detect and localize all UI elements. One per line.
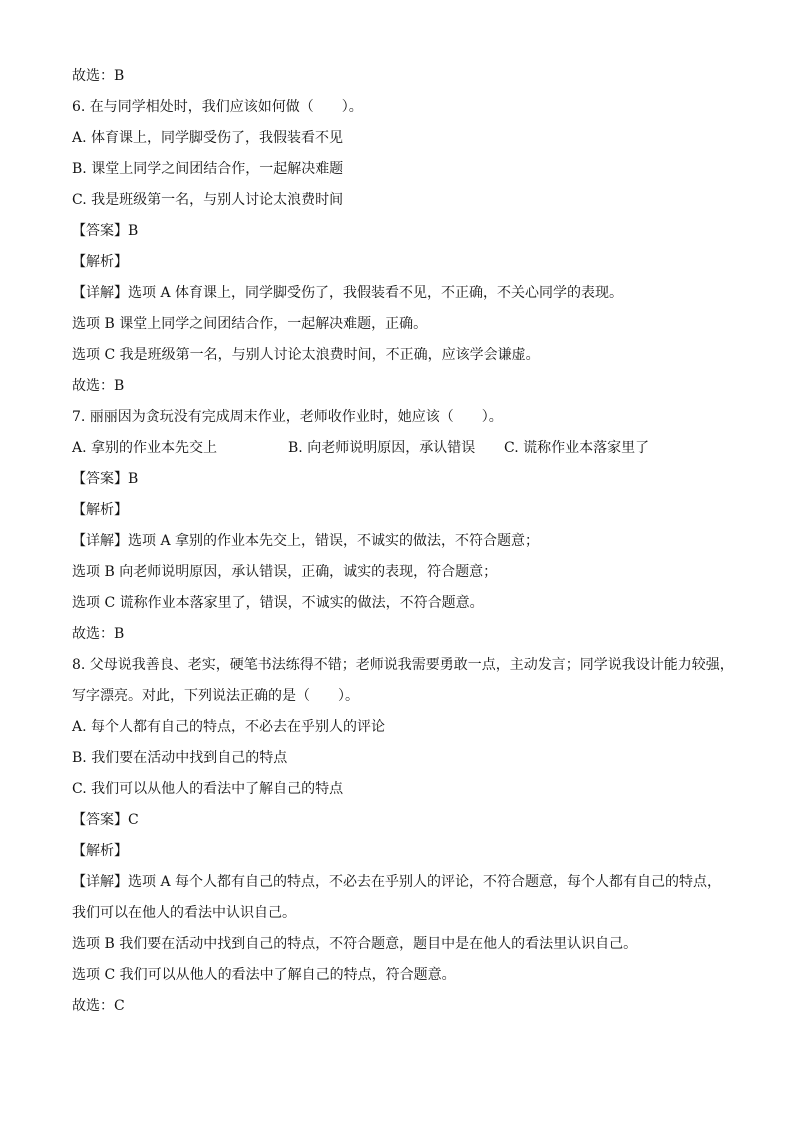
q6-explanation-c: 选项 C 我是班级第一名，与别人讨论太浪费时间，不正确，应该学会谦虚。: [72, 347, 540, 363]
q6-explanation-b: 选项 B 课堂上同学之间团结合作，一起解决难题，正确。: [72, 316, 428, 332]
q7-option-b: B. 向老师说明原因，承认错误: [288, 440, 476, 456]
question-7-stem: 7. 丽丽因为贪玩没有完成周末作业，老师收作业时，她应该（ ）。: [72, 409, 503, 425]
q8-explanation-a-line-1: 【详解】选项 A 每个人都有自己的特点，不必去在乎别人的评论，不符合题意，每个人都有自己的特点，: [72, 874, 722, 890]
q7-explanation-c: 选项 C 谎称作业本落家里了，错误，不诚实的做法，不符合题意。: [72, 595, 484, 611]
q8-option-c: C. 我们可以从他人的看法中了解自己的特点: [72, 781, 344, 797]
q8-explanation-c: 选项 C 我们可以从他人的看法中了解自己的特点，符合题意。: [72, 967, 456, 983]
q6-answer: 【答案】B: [72, 223, 139, 239]
q7-option-c: C. 谎称作业本落家里了: [504, 440, 650, 456]
q6-option-b: B. 课堂上同学之间团结合作，一起解决难题: [72, 161, 344, 177]
q7-answer: 【答案】B: [72, 471, 139, 487]
q8-explanation-a-line-2: 我们可以在他人的看法中认识自己。: [72, 905, 296, 921]
q7-final-choice: 故选：B: [72, 626, 125, 642]
q6-analysis-heading: 【解析】: [72, 254, 128, 270]
q6-final-choice: 故选：B: [72, 378, 125, 394]
q7-option-a: A. 拿别的作业本先交上: [72, 440, 218, 456]
question-8-stem-line-1: 8. 父母说我善良、老实，硬笔书法练得不错；老师说我需要勇敢一点，主动发言；同学说我设计能力较强，: [72, 657, 734, 673]
q7-explanation-b: 选项 B 向老师说明原因，承认错误，正确，诚实的表现，符合题意；: [72, 564, 498, 580]
q7-options-row: [72, 439, 722, 457]
question-8-stem-line-2: 写字漂亮。对此，下列说法正确的是（ ）。: [72, 688, 359, 704]
q8-option-b: B. 我们要在活动中找到自己的特点: [72, 750, 288, 766]
q8-answer: 【答案】C: [72, 812, 139, 828]
question-6-stem: 6. 在与同学相处时，我们应该如何做（ ）。: [72, 99, 363, 115]
q8-final-choice: 故选：C: [72, 998, 125, 1014]
q6-explanation-a: 【详解】选项 A 体育课上，同学脚受伤了，我假装看不见，不正确，不关心同学的表现。: [72, 285, 624, 301]
q8-explanation-b: 选项 B 我们要在活动中找到自己的特点，不符合题意，题目中是在他人的看法里认识自己。: [72, 936, 638, 952]
q8-analysis-heading: 【解析】: [72, 843, 128, 859]
q7-explanation-a: 【详解】选项 A 拿别的作业本先交上，错误，不诚实的做法，不符合题意；: [72, 533, 540, 549]
q8-option-a: A. 每个人都有自己的特点，不必去在乎别人的评论: [72, 719, 386, 735]
q7-analysis-heading: 【解析】: [72, 502, 128, 518]
answer-choice-q5: 故选：B: [72, 68, 125, 84]
q6-option-c: C. 我是班级第一名，与别人讨论太浪费时间: [72, 192, 344, 208]
q6-option-a: A. 体育课上，同学脚受伤了，我假装看不见: [72, 130, 344, 146]
